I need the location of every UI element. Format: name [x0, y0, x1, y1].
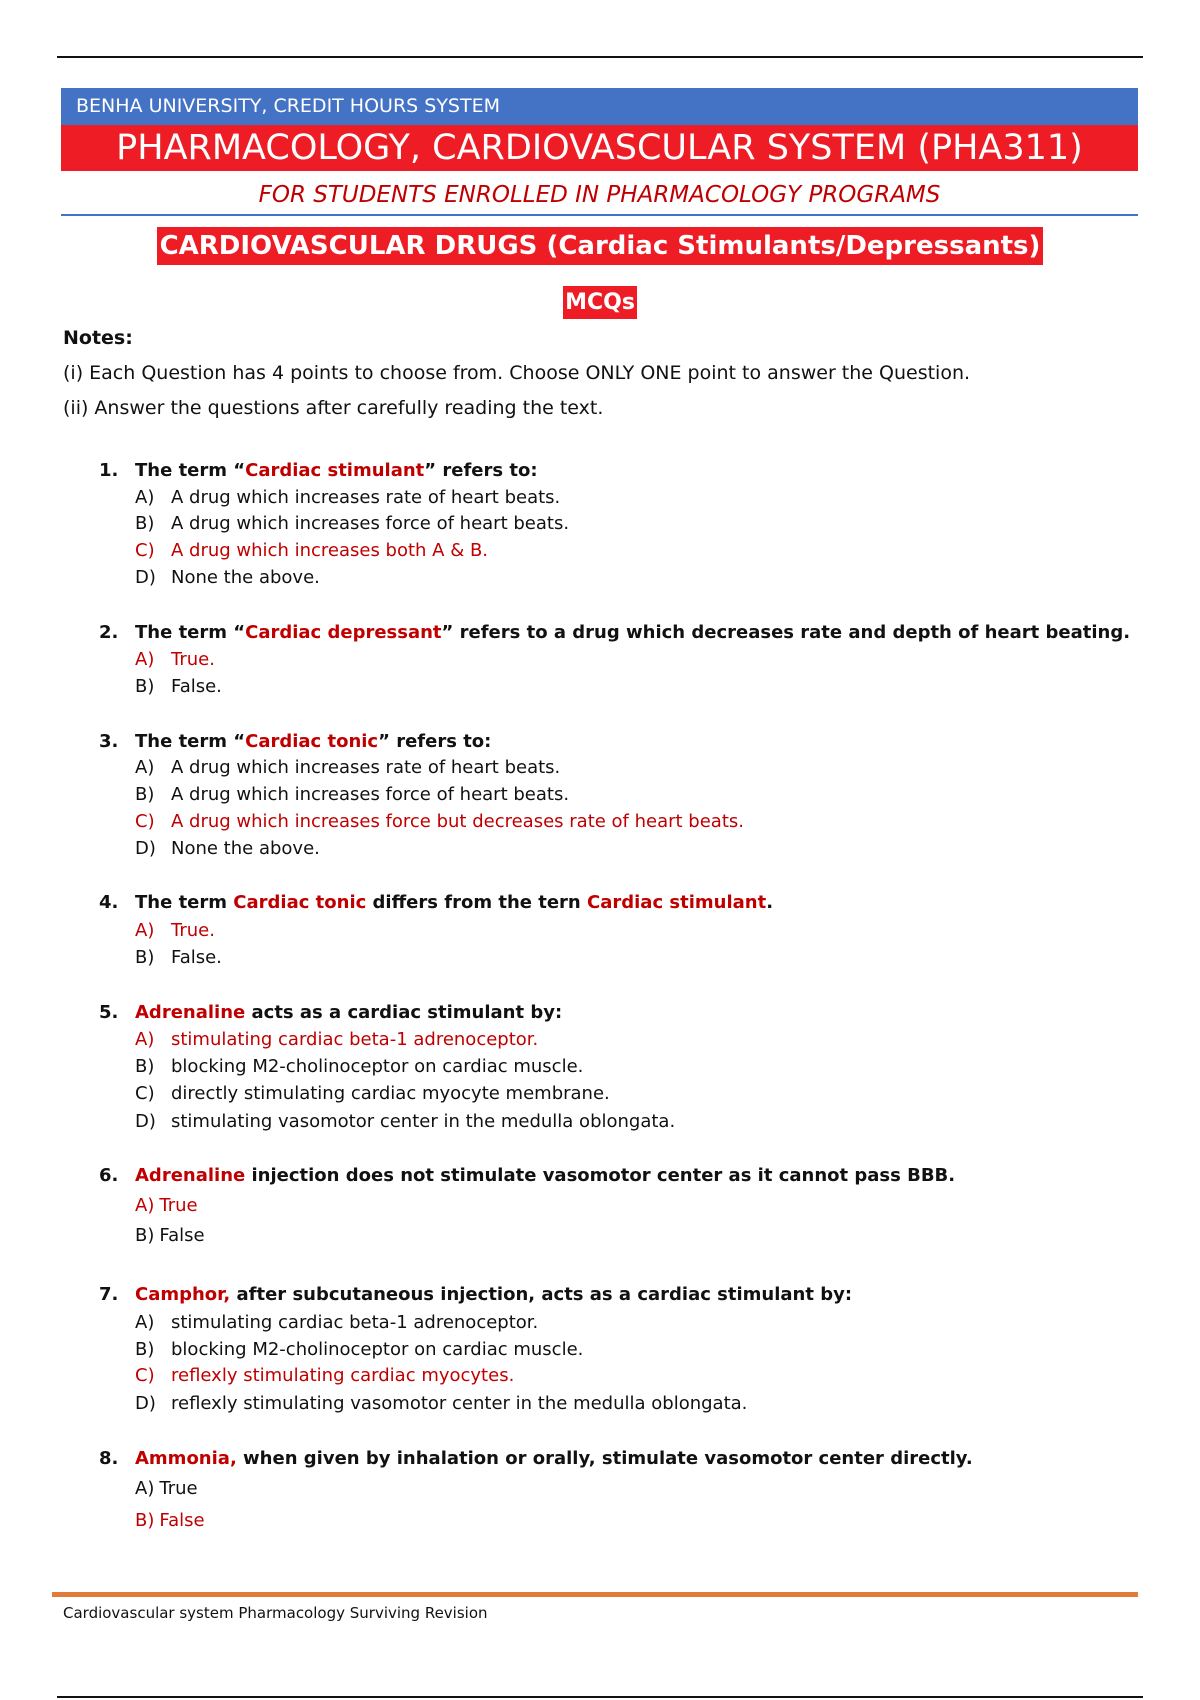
topic-heading: CARDIOVASCULAR DRUGS (Cardiac Stimulants/Depressants) [157, 227, 1044, 265]
top-rule [57, 56, 1143, 58]
stem-term: Cardiac tonic [245, 731, 379, 752]
answer-option[interactable] [135, 512, 569, 536]
question-number: 4. [99, 892, 119, 913]
stem-term: Cardiac depressant [245, 622, 442, 643]
option-letter: A) [135, 487, 155, 508]
option-letter: C) [135, 540, 155, 561]
stem-text: The term “ [135, 460, 246, 481]
stem-text: . [766, 892, 774, 913]
answer-option[interactable] [135, 1311, 538, 1335]
question-stem [99, 891, 773, 915]
bottom-rule [57, 1696, 1143, 1698]
option-text: True. [171, 920, 215, 941]
stem-text: differs from the tern [366, 892, 588, 913]
question-stem [99, 621, 1130, 645]
option-text: A drug which increases both A & B. [171, 540, 489, 561]
option-letter: B) [135, 1225, 155, 1246]
stem-text: The term “ [135, 731, 246, 752]
subtitle-rule [61, 214, 1138, 216]
answer-option[interactable] [135, 1392, 747, 1416]
option-letter: A) [135, 920, 155, 941]
stem-text: The term [135, 892, 234, 913]
stem-term: Cardiac stimulant [245, 460, 425, 481]
notes-heading: Notes: [63, 327, 133, 349]
course-title: PHARMACOLOGY, CARDIOVASCULAR SYSTEM (PHA311) [61, 125, 1138, 171]
stem-text: injection does not stimulate vasomotor center as it cannot pass BBB. [245, 1165, 956, 1186]
notes-line-1: (i) Each Question has 4 points to choose from. Choose ONLY ONE point to answer the Question. [63, 362, 971, 384]
option-letter: A) [135, 1029, 155, 1050]
answer-option-correct[interactable] [135, 1194, 198, 1218]
option-letter: A) [135, 1478, 155, 1499]
stem-term: Cardiac tonic [233, 892, 367, 913]
option-letter: A) [135, 1195, 155, 1216]
answer-option-correct[interactable] [135, 1028, 538, 1052]
answer-option[interactable] [135, 837, 320, 861]
option-text: stimulating cardiac beta-1 adrenoceptor. [171, 1312, 539, 1333]
answer-option[interactable] [135, 1110, 675, 1134]
answer-option[interactable] [135, 675, 222, 699]
answer-option-correct[interactable] [135, 1364, 514, 1388]
option-letter: A) [135, 649, 155, 670]
option-text: blocking M2-cholinoceptor on cardiac muscle. [171, 1339, 584, 1360]
option-letter: B) [135, 676, 155, 697]
question-stem [99, 730, 491, 754]
institution-banner: BENHA UNIVERSITY, CREDIT HOURS SYSTEM [61, 88, 1138, 125]
option-text: False [159, 1510, 205, 1531]
question-stem [99, 459, 538, 483]
option-letter: B) [135, 513, 155, 534]
question-number: 5. [99, 1002, 119, 1023]
option-text: blocking M2-cholinoceptor on cardiac muscle. [171, 1056, 584, 1077]
answer-option-correct[interactable] [135, 1509, 205, 1533]
option-text: None the above. [171, 567, 320, 588]
answer-option[interactable] [135, 566, 320, 590]
section-label-wrap [0, 286, 1200, 319]
answer-option-correct[interactable] [135, 810, 744, 834]
stem-term: Adrenaline [135, 1165, 246, 1186]
option-text: A drug which increases force of heart beats. [171, 784, 570, 805]
option-letter: B) [135, 1056, 155, 1077]
option-text: False. [171, 947, 222, 968]
answer-option[interactable] [135, 756, 560, 780]
question-stem [99, 1164, 955, 1188]
option-text: A drug which increases force of heart beats. [171, 513, 570, 534]
question-stem [99, 1283, 852, 1307]
answer-option[interactable] [135, 783, 569, 807]
option-letter: C) [135, 1365, 155, 1386]
option-text: reflexly stimulating cardiac myocytes. [171, 1365, 515, 1386]
answer-option[interactable] [135, 1082, 610, 1106]
option-letter: C) [135, 1083, 155, 1104]
option-text: A drug which increases rate of heart beats. [171, 757, 561, 778]
notes-line-2: (ii) Answer the questions after carefully reading the text. [63, 397, 604, 419]
option-text: reflexly stimulating vasomotor center in the medulla oblongata. [171, 1393, 748, 1414]
answer-option[interactable] [135, 1338, 583, 1362]
option-letter: D) [135, 1111, 156, 1132]
stem-text: The term “ [135, 622, 246, 643]
option-letter: D) [135, 567, 156, 588]
option-letter: A) [135, 1312, 155, 1333]
answer-option[interactable] [135, 946, 222, 970]
stem-text: ” refers to a drug which decreases rate and depth of heart beating. [441, 622, 1131, 643]
footer-rule [52, 1592, 1138, 1597]
question-stem [99, 1447, 973, 1471]
option-text: stimulating vasomotor center in the medulla oblongata. [171, 1111, 676, 1132]
question-number: 2. [99, 622, 119, 643]
answer-option-correct[interactable] [135, 648, 215, 672]
answer-option-correct[interactable] [135, 539, 488, 563]
option-text: True [159, 1195, 198, 1216]
audience-subtitle: FOR STUDENTS ENROLLED IN PHARMACOLOGY PROGRAMS [258, 182, 941, 208]
stem-term: Cardiac stimulant [587, 892, 767, 913]
option-text: A drug which increases rate of heart beats. [171, 487, 561, 508]
option-letter: B) [135, 784, 155, 805]
topic-heading-wrap [0, 227, 1200, 265]
question-number: 3. [99, 731, 119, 752]
option-text: False. [171, 676, 222, 697]
section-label: MCQs [563, 286, 637, 319]
stem-text: acts as a cardiac stimulant by: [245, 1002, 563, 1023]
stem-term: Camphor, [135, 1284, 231, 1305]
stem-term: Ammonia, [135, 1448, 237, 1469]
option-text: A drug which increases force but decreases rate of heart beats. [171, 811, 744, 832]
option-letter: C) [135, 811, 155, 832]
footer-text: Cardiovascular system Pharmacology Surviving Revision [63, 1604, 488, 1622]
option-text: stimulating cardiac beta-1 adrenoceptor. [171, 1029, 539, 1050]
option-letter: D) [135, 838, 156, 859]
question-stem [99, 1001, 562, 1025]
stem-text: after subcutaneous injection, acts as a cardiac stimulant by: [230, 1284, 853, 1305]
answer-option[interactable] [135, 1477, 198, 1501]
option-text: True. [171, 649, 215, 670]
notes-block [63, 325, 970, 430]
stem-text: ” refers to: [378, 731, 492, 752]
option-letter: B) [135, 1510, 155, 1531]
answer-option[interactable] [135, 1224, 205, 1248]
option-letter: D) [135, 1393, 156, 1414]
question-number: 7. [99, 1284, 119, 1305]
option-text: directly stimulating cardiac myocyte membrane. [171, 1083, 610, 1104]
option-letter: B) [135, 947, 155, 968]
question-number: 6. [99, 1165, 119, 1186]
option-text: False [159, 1225, 205, 1246]
option-text: None the above. [171, 838, 320, 859]
stem-term: Adrenaline [135, 1002, 246, 1023]
stem-text: when given by inhalation or orally, stimulate vasomotor center directly. [236, 1448, 973, 1469]
answer-option[interactable] [135, 1055, 583, 1079]
answer-option-correct[interactable] [135, 919, 215, 943]
answer-option[interactable] [135, 486, 560, 510]
option-letter: A) [135, 757, 155, 778]
question-number: 8. [99, 1448, 119, 1469]
stem-text: ” refers to: [424, 460, 538, 481]
option-letter: B) [135, 1339, 155, 1360]
question-number: 1. [99, 460, 119, 481]
option-text: True [159, 1478, 198, 1499]
